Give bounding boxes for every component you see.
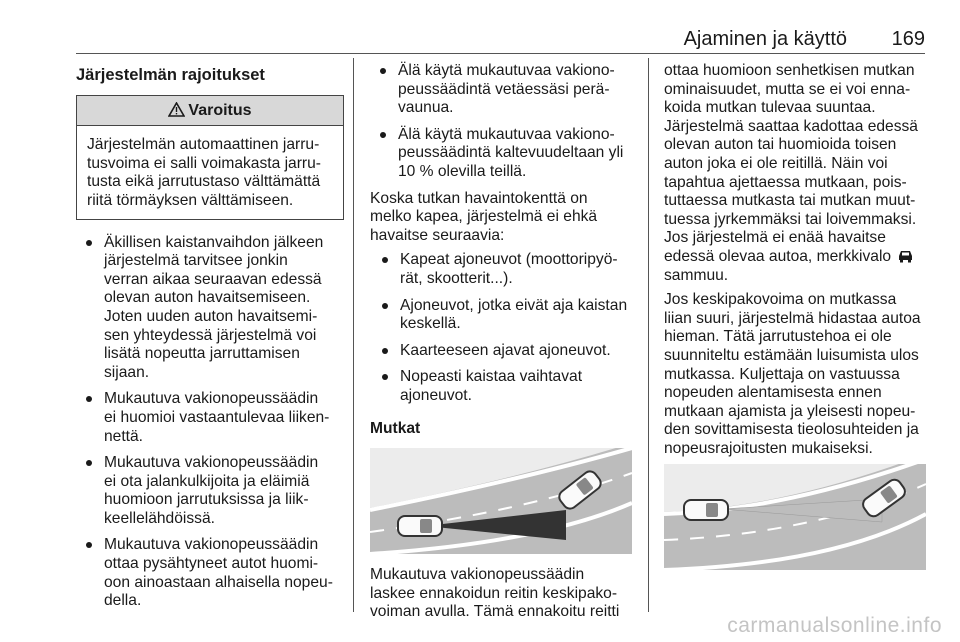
paragraph-line: tuessa jyrkemmäksi tai loivemmaksi. (664, 210, 917, 228)
list-item-line: Älä käytä mukautuvaa vakiono- (398, 125, 615, 143)
list-item-line: olevan auton havaitsemiseen. (104, 289, 311, 307)
paragraph-line: Koska tutkan havaintokenttä on (370, 189, 588, 207)
curve-illustration-2 (664, 464, 926, 570)
bullet-icon (86, 460, 92, 466)
list-item-line: Älä käytä mukautuvaa vakiono- (398, 62, 615, 79)
list-item-line: keellelähdöissä. (104, 509, 215, 527)
list-item-line: Kapeat ajoneuvot (moottoripyö- (400, 251, 618, 269)
column-2 (370, 62, 636, 628)
paragraph-line: melko kapea, järjestelmä ei ehkä (370, 208, 598, 226)
list-item-line: peussäädintä vetäessäsi perä- (398, 80, 610, 98)
column-3 (664, 62, 926, 582)
paragraph-line: voiman avulla. Tämä ennakoitu reitti (370, 603, 620, 621)
paragraph-line: liian suuri, järjestelmä hidastaa autoa (664, 309, 921, 327)
list-item-line: Ajoneuvot, jotka eivät aja kaistan (400, 296, 628, 314)
subheading-mutkat: Mutkat (370, 419, 421, 437)
bullet-icon (382, 348, 388, 354)
column-1 (76, 62, 344, 619)
warning-title: Varoitus (188, 101, 252, 119)
paragraph-line: auton joka ei ole reitillä. Näin voi (664, 154, 888, 172)
paragraph-line: mutkaan ajamista ja yleisesti nopeu- (664, 402, 916, 420)
list-item (370, 368, 636, 405)
list-item-line: vaunua. (398, 99, 454, 117)
paragraph-line: ominaisuudet, mutta se ei voi enna- (664, 80, 911, 98)
bullet-icon (86, 240, 92, 246)
warning-line: tusvoima ei salli voimakasta jarru- (87, 154, 321, 172)
watermark: carmanualsonline.info (727, 614, 942, 637)
page-number: 169 (891, 28, 925, 50)
paragraph-line: sammuu. (664, 266, 729, 284)
list-item-line: lisätä nopeutta jarruttamisen (104, 345, 300, 363)
paragraph-text: edessä olevaa autoa, merkkivalo (664, 247, 892, 265)
list-item-line: nettä. (104, 427, 144, 445)
paragraph-line: hieman. Tätä jarrutustehoa ei ole (664, 328, 892, 346)
bullet-icon (382, 257, 388, 263)
list-item-line: verran aikaa seuraavan edessä (104, 270, 322, 288)
paragraph-line: olevan auton tai huomioida toisen (664, 136, 897, 154)
list-item-line: oon ainoastaan alhaisella nopeu- (104, 573, 333, 591)
list-item (76, 234, 344, 383)
paragraph-line: koida mutkan tulevaa suuntaa. (664, 99, 876, 117)
list-item-line: huomioon jarrutuksissa ja liik- (104, 491, 309, 509)
paragraph-line: Järjestelmä saattaa kadottaa edessä (664, 117, 918, 135)
list-item-line: peussäädintä kaltevuudeltaan yli (398, 144, 624, 162)
list-item-line: ottaa pysähtyneet autot huomi- (104, 555, 319, 573)
bullet-icon (380, 132, 386, 138)
list-item-line: Mukautuva vakionopeussäädin (104, 536, 319, 554)
warning-header (77, 96, 343, 127)
paragraph-line: Jos järjestelmä ei enää havaitse (664, 229, 886, 247)
car-indicator-icon (897, 249, 914, 263)
list-item-line: keskellä. (400, 315, 461, 333)
paragraph-line: tapahtua ajettaessa mutkaan, pois- (664, 173, 907, 191)
section-title: Järjestelmän rajoitukset (76, 66, 265, 84)
usage-restrictions-list (370, 62, 636, 182)
list-item-line: sen yhteydessä järjestelmä voi (104, 326, 317, 344)
limitations-list (76, 234, 344, 611)
bullet-icon (86, 542, 92, 548)
paragraph-line: Mukautuva vakionopeussäädin (370, 566, 585, 584)
warning-line: riitä törmäyksen välttämiseen. (87, 191, 294, 209)
warning-line: Järjestelmän automaattinen jarru- (87, 136, 320, 154)
list-item-line: ei ota jalankulkijoita ja eläimiä (104, 472, 310, 490)
list-item-line: Äkillisen kaistanvaihdon jälkeen (104, 233, 324, 251)
paragraph-line (664, 248, 926, 267)
paragraph-line: havaitse seuraavia: (370, 226, 505, 244)
paragraph-line: nopeusrajoitusten mukaiseksi. (664, 439, 873, 457)
header-rule (76, 53, 925, 54)
paragraph (370, 190, 636, 246)
paragraph-line: tuttaessa mutkasta tai mutkan muut- (664, 192, 916, 210)
warning-body (77, 126, 343, 218)
list-item-line: rät, skootterit...). (400, 269, 513, 287)
paragraph (664, 62, 926, 285)
list-item-line: järjestelmä tarvitsee jonkin (104, 252, 288, 270)
paragraph (664, 291, 926, 458)
warning-line: tusta eikä jarrutustaso välttämättä (87, 173, 321, 191)
page-header (76, 22, 925, 54)
header-title: Ajaminen ja käyttö (683, 28, 847, 50)
paragraph-line: Jos keskipakovoima on mutkassa (664, 291, 897, 309)
list-item (370, 342, 636, 361)
list-item-line: Nopeasti kaistaa vaihtavat (400, 368, 583, 386)
list-item (370, 62, 636, 118)
list-item (76, 454, 344, 528)
warning-triangle-icon (168, 102, 185, 117)
list-item (370, 251, 636, 288)
list-item-line: Joten uuden auton havaitsemi- (104, 307, 318, 325)
paragraph-line: den sovittamisesta tieolosuhteiden ja (664, 421, 919, 439)
list-item-line: ei huomioi vastaantulevaa liiken- (104, 408, 330, 426)
list-item-line: Kaarteeseen ajavat ajoneuvot. (400, 341, 611, 359)
bullet-icon (86, 396, 92, 402)
paragraph-line: nopeuden alentamisesta ennen (664, 384, 882, 402)
list-item-line: 10 % olevilla teillä. (398, 162, 527, 180)
list-item (76, 536, 344, 610)
paragraph-line: ottaa huomioon senhetkisen mutkan (664, 62, 915, 79)
list-item (370, 126, 636, 182)
list-item-line: Mukautuva vakionopeussäädin (104, 454, 319, 472)
paragraph-line: laskee ennakoidun reitin keskipako- (370, 584, 618, 602)
warning-box (76, 95, 344, 220)
column-divider-1 (353, 58, 354, 612)
bullet-icon (380, 68, 386, 74)
list-item (76, 390, 344, 446)
curve-illustration (370, 448, 632, 554)
list-item (370, 297, 636, 334)
list-item-line: della. (104, 592, 142, 610)
paragraph-line: suunniteltu estämään luisumista ulos (664, 346, 919, 364)
undetected-vehicles-list (370, 251, 636, 405)
list-item-line: sijaan. (104, 363, 150, 381)
paragraph (370, 566, 636, 622)
list-item-line: Mukautuva vakionopeussäädin (104, 390, 319, 408)
paragraph-line: mutkassa. Kuljettaja on vastuussa (664, 365, 900, 383)
list-item-line: ajoneuvot. (400, 386, 472, 404)
bullet-icon (382, 303, 388, 309)
bullet-icon (382, 374, 388, 380)
column-divider-2 (648, 58, 649, 612)
